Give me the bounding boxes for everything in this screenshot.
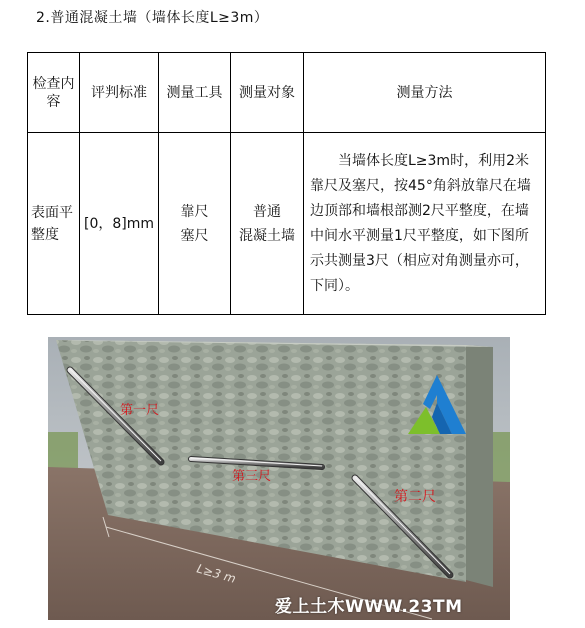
tool-1: 靠尺 [180, 203, 209, 220]
header-content: 检查内容 [28, 53, 80, 133]
wall-illustration [48, 337, 510, 620]
cell-object [231, 133, 304, 315]
header-method: 测量方法 [304, 53, 546, 133]
length-label: L≥3 m [195, 561, 238, 586]
object-line-2: 混凝土墙 [239, 227, 295, 244]
ruler-2-label: 第二尺 [394, 489, 436, 505]
header-tool: 测量工具 [159, 53, 231, 133]
ruler-3-label: 第三尺 [232, 469, 272, 484]
watermark: 爱上土木WWW.23TM [275, 597, 463, 617]
cell-method [304, 133, 546, 315]
section-heading: 2.普通混凝土墙（墙体长度L≥3m） [36, 10, 269, 26]
cell-content: 表面平整度 [28, 133, 80, 315]
cell-standard: [0，8]mm [80, 133, 159, 315]
method-text: 当墙体长度L≥3m时，利用2米靠尺及塞尺，按45°角斜放靠尺在墙边顶部和墙根部测2尺平整度，在墙中间水平测量1尺平整度，如下图所示共测量3尺（相应对角测量亦可，下同）。 [310, 152, 531, 294]
header-object: 测量对象 [231, 53, 304, 133]
ruler-1-label: 第一尺 [120, 403, 160, 418]
tool-2: 塞尺 [180, 227, 209, 244]
header-standard: 评判标准 [80, 53, 159, 133]
table-row [28, 133, 546, 315]
table-header-row [28, 53, 546, 133]
object-line-1: 普通 [253, 203, 281, 220]
inspection-table [27, 52, 546, 315]
cell-tools [159, 133, 231, 315]
